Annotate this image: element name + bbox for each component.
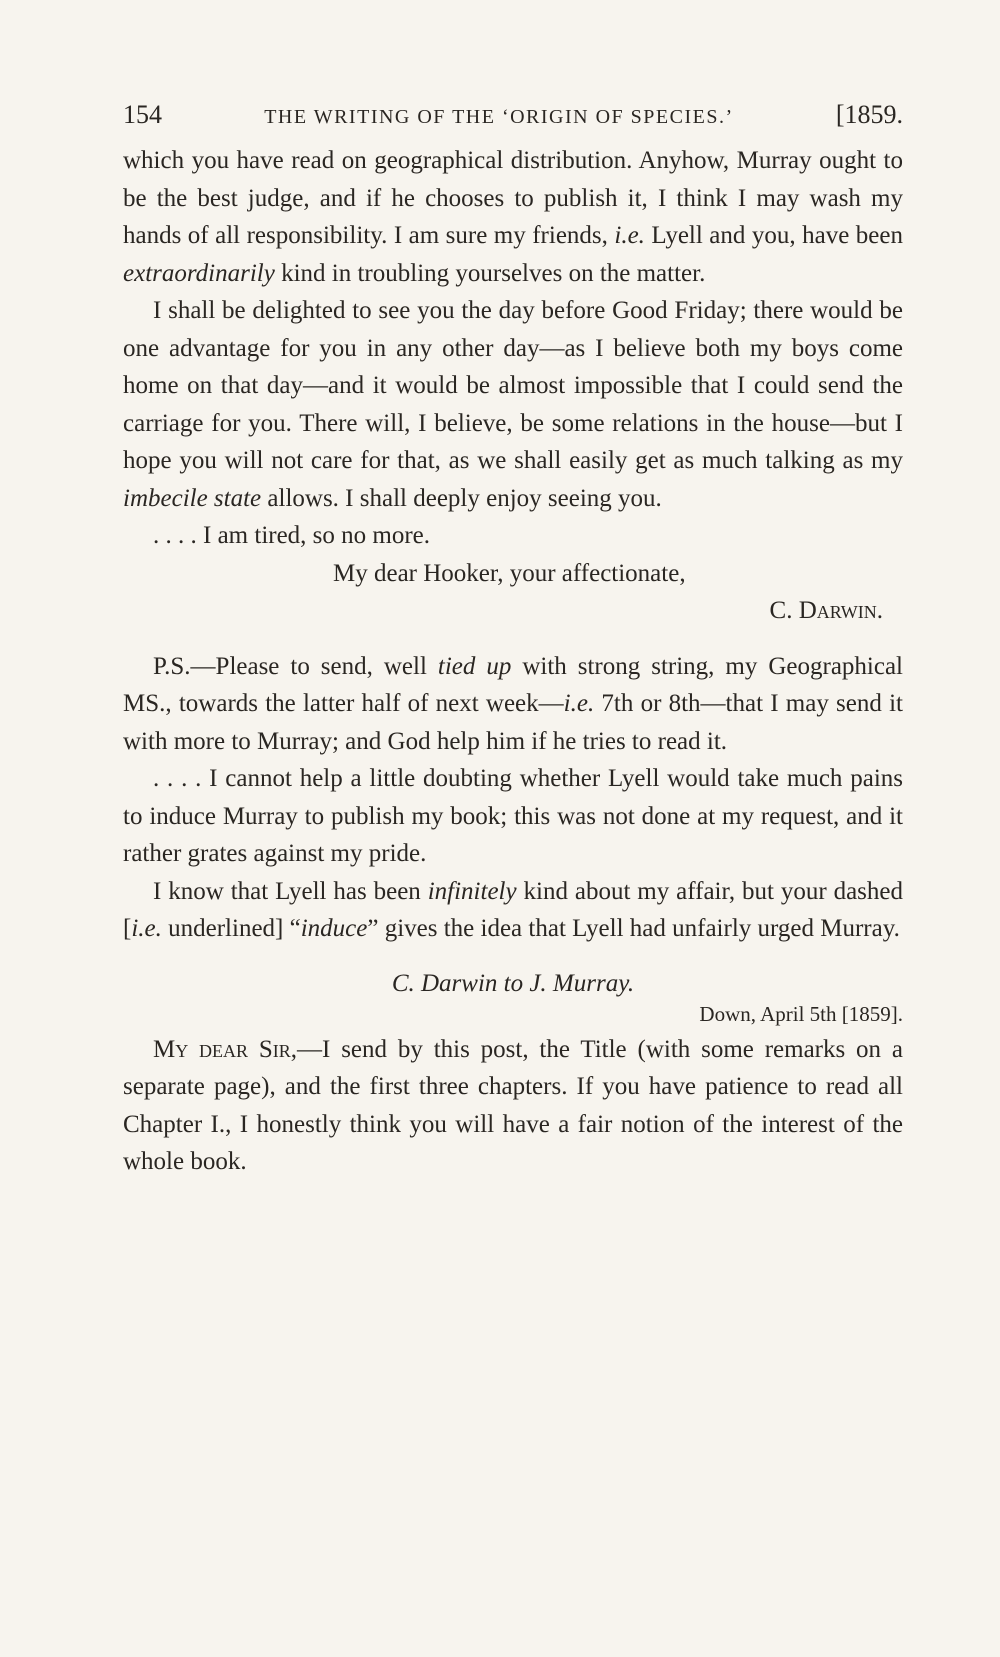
paragraph-1	[123, 142, 903, 292]
italic-span: tied up	[437, 652, 512, 680]
italic-span: induce	[300, 915, 368, 942]
letter-heading: C. Darwin to J. Murray.	[391, 969, 635, 997]
text-span: which you have read on geographical distribution. Anyhow, Murray ought to be the best judge, and if he chooses to publish it, I think I may wash my hands of all responsibility. I am sure my friends,	[123, 147, 903, 249]
paragraph-5: . . . . I cannot help a little doubting whether Lyell would take much pains to induce Murray to publish my book; this was not done at my request, and it rather grates against my pride.	[123, 765, 903, 867]
text-span: 7th or 8th—that I may send it with more to Murray; and God help him if he tries to read it.	[123, 690, 903, 755]
book-page	[123, 100, 903, 1181]
dateline: Down, April 5th [1859].	[699, 1001, 903, 1026]
letter-closing	[123, 517, 903, 630]
text-span: kind in troubling yourselves on the matter.	[274, 259, 706, 287]
text-span: kind about my affair, but your dashed [	[123, 877, 903, 942]
letter2-body	[123, 1031, 903, 1181]
italic-span: imbecile state	[123, 484, 262, 512]
text-span: underlined] “	[161, 915, 301, 942]
text-span: P.S.—Please to send, well	[153, 652, 438, 680]
italic-span: i.e.	[563, 690, 595, 717]
running-header	[123, 100, 903, 130]
running-title: THE WRITING OF THE ‘ORIGIN OF SPECIES.’	[264, 106, 734, 128]
signature: C. Darwin.	[769, 597, 883, 624]
closing-line: My dear Hooker, your affectionate,	[333, 559, 686, 587]
paragraph-6	[123, 873, 903, 948]
italic-span: i.e.	[131, 915, 162, 942]
ellipsis-line: . . . . I am tired, so no more.	[153, 522, 431, 549]
italic-span: infinitely	[427, 877, 517, 905]
text-span: Lyell and you, have been	[644, 222, 903, 249]
text-span: —I send by this post, the Title (with some remarks on a separate page), and the first three chapters. If you have patience to read all Chapter I., I honestly think you will have a fair notion of the interest of the whole book.	[123, 1035, 903, 1175]
header-year: [1859.	[835, 100, 903, 129]
text-span: allows. I shall deeply enjoy seeing you.	[261, 484, 662, 512]
text-span: with strong string, my Geographical MS., towards the latter half of next week—	[123, 652, 903, 717]
page-number: 154	[123, 100, 162, 129]
text-span: I know that Lyell has been	[153, 877, 428, 905]
postscript	[123, 648, 903, 761]
paragraph-2	[123, 292, 903, 517]
text-span: ” gives the idea that Lyell had unfairly urged Murray.	[367, 915, 900, 942]
italic-span: extraordinarily	[123, 259, 275, 287]
text-span: I shall be delighted to see you the day before Good Friday; there would be one advantage for you in any other day—as I believe both my boys come home on that day—and it would be almost impossible that I could send the carriage for you. There will, I believe, be some relations in the house—but I hope you will not care for that, as we shall easily get as much talking as my	[123, 297, 903, 474]
salutation: My dear Sir,	[153, 1035, 298, 1063]
italic-span: i.e.	[614, 222, 645, 249]
